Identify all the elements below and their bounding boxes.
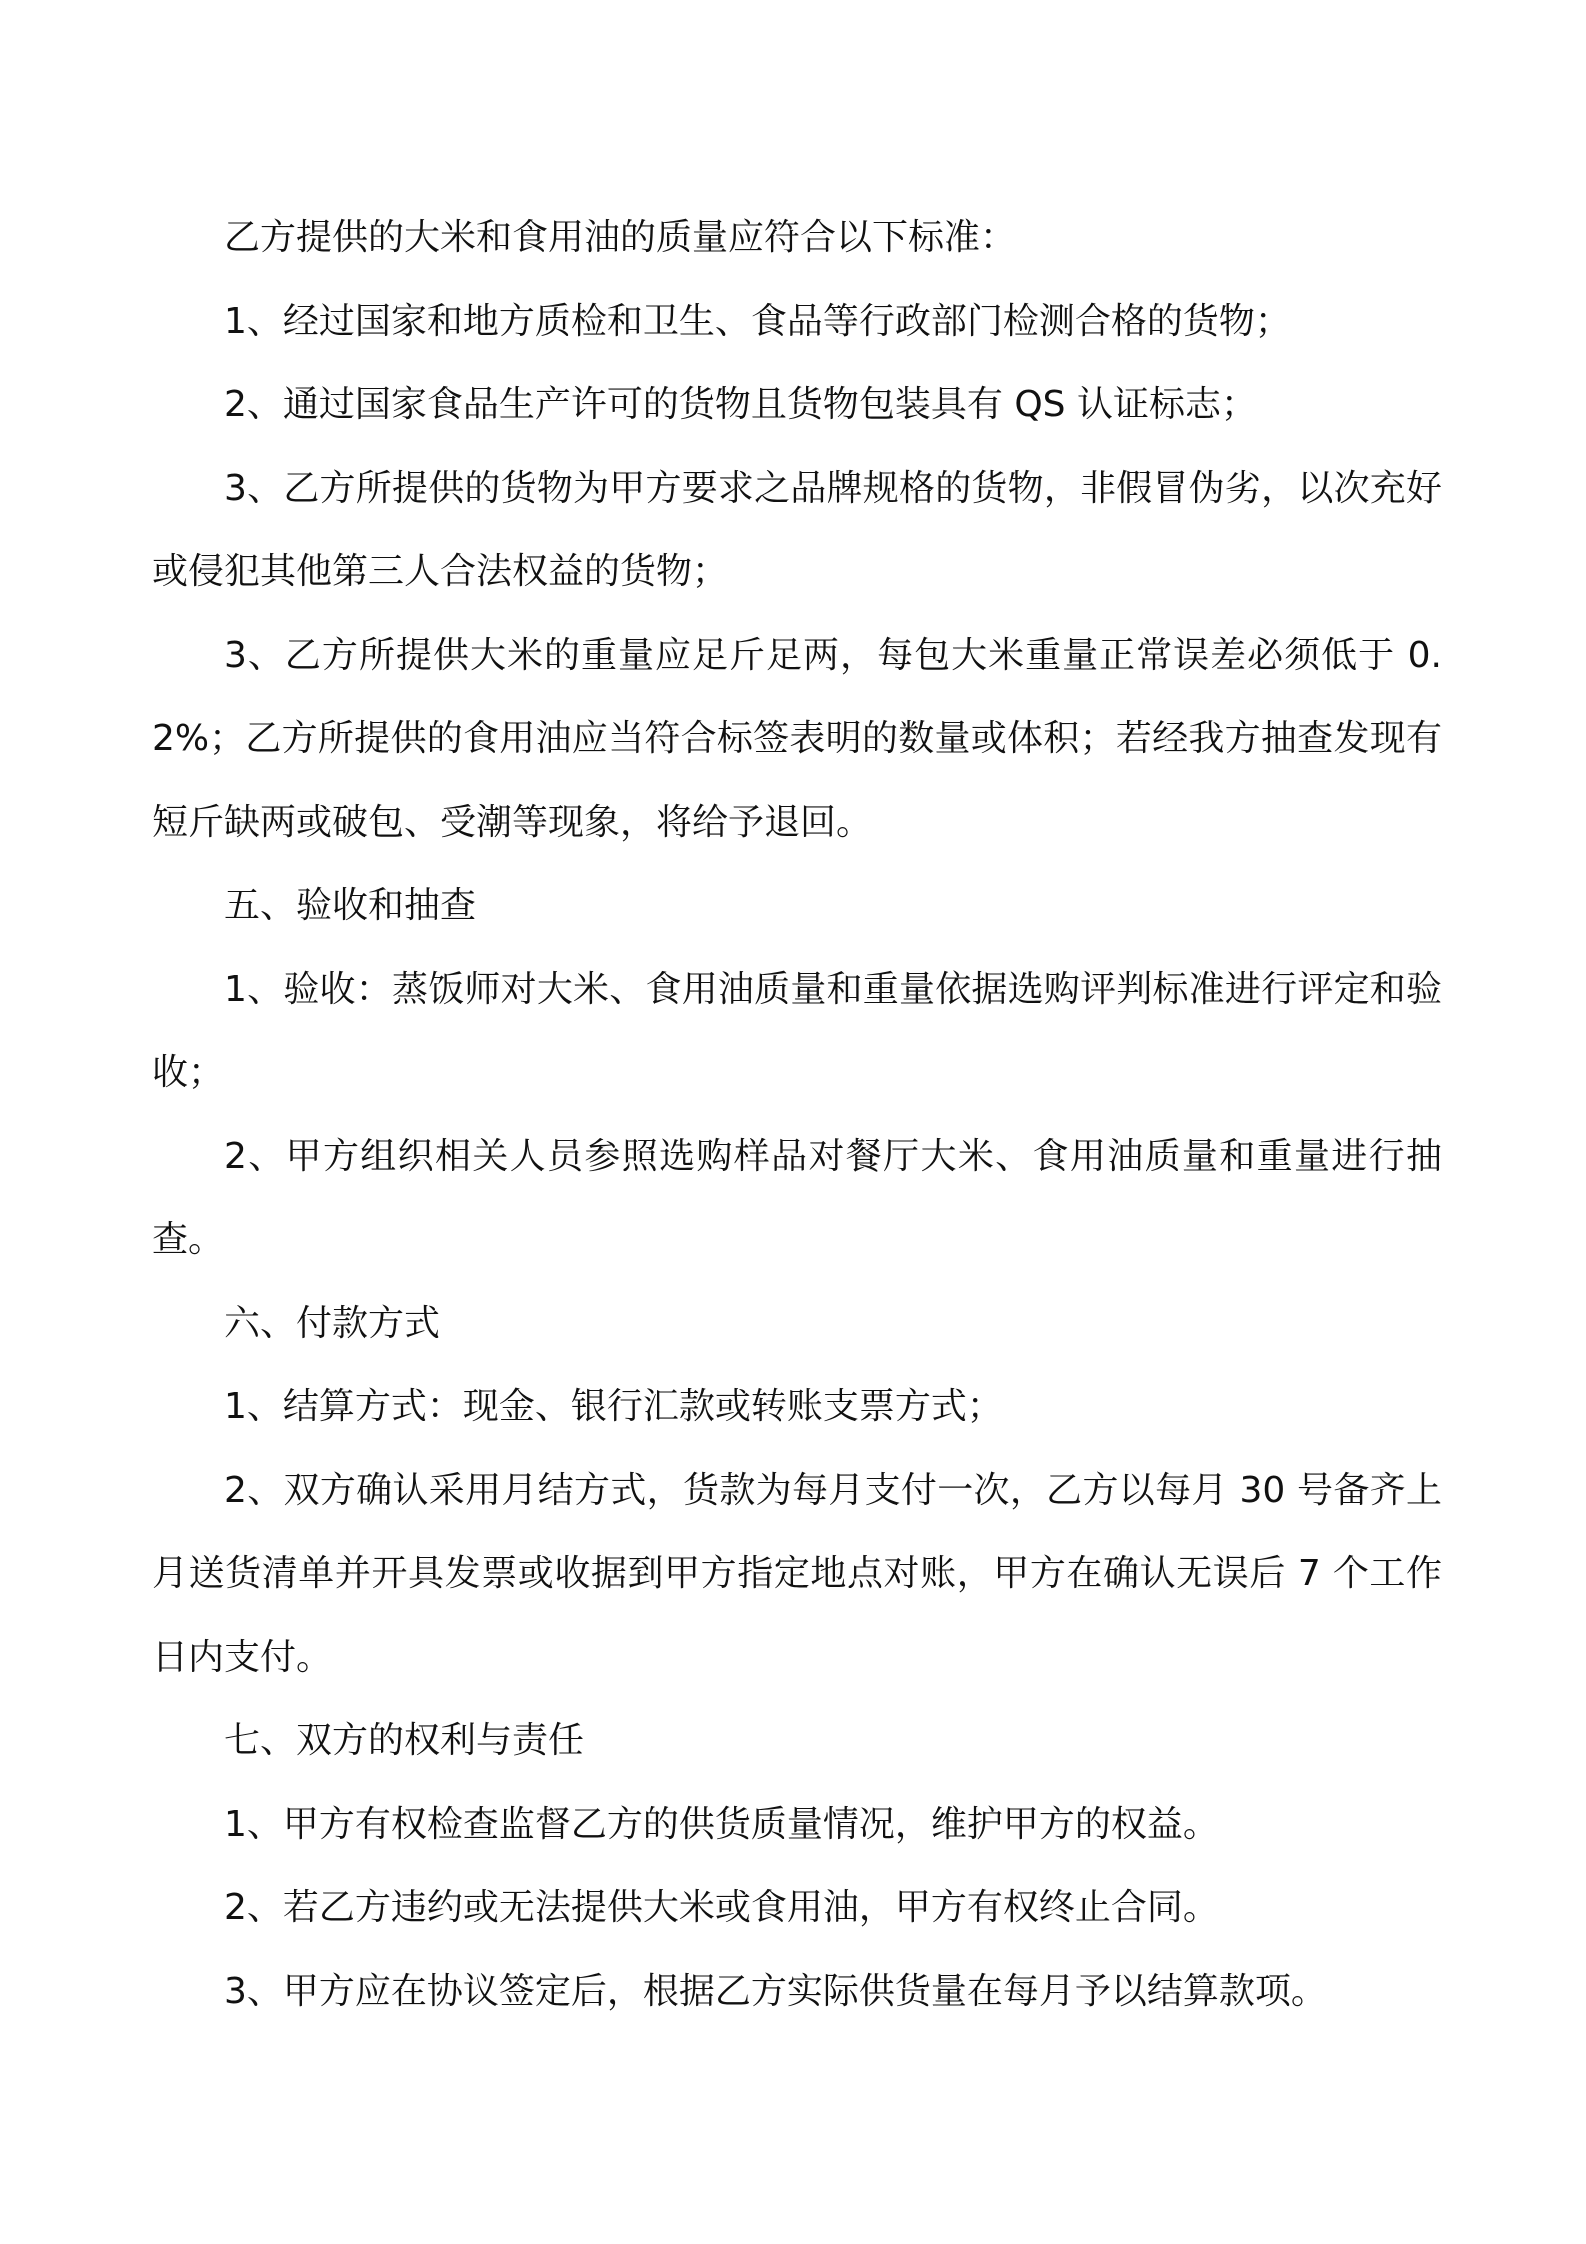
- paragraph-payment-item-1: 1、结算方式：现金、银行汇款或转账支票方式；: [224, 1386, 1003, 1427]
- paragraph-quality-item-2: 2、通过国家食品生产许可的货物且货物包装具有 QS 认证标志；: [224, 384, 1257, 425]
- paragraph-quality-item-3: 3、乙方所提供的货物为甲方要求之品牌规格的货物，非假冒伪劣，以次充好或侵犯其他第三人合法权益的货物；: [152, 467, 1442, 592]
- paragraph-quality-intro: 乙方提供的大米和食用油的质量应符合以下标准：: [224, 217, 1017, 258]
- section-heading-acceptance: 五、验收和抽查: [224, 885, 477, 926]
- section-heading-rights: 七、双方的权利与责任: [224, 1720, 585, 1761]
- paragraph-quality-item-1: 1、经过国家和地方质检和卫生、食品等行政部门检测合格的货物；: [224, 300, 1291, 342]
- document-page: [152, 196, 1442, 2033]
- paragraph-rights-item-2: 2、若乙方违约或无法提供大米或食用油，甲方有权终止合同。: [224, 1887, 1219, 1928]
- paragraph-acceptance-item-2: 2、甲方组织相关人员参照选购样品对餐厅大米、食用油质量和重量进行抽查。: [152, 1135, 1442, 1260]
- paragraph-rights-item-1: 1、甲方有权检查监督乙方的供货质量情况，维护甲方的权益。: [224, 1803, 1219, 1845]
- section-heading-payment: 六、付款方式: [224, 1302, 441, 1344]
- paragraph-quality-item-3b: 3、乙方所提供大米的重量应足斤足两，每包大米重量正常误差必须低于 0.2%；乙方所提供的食用油应当符合标签表明的数量或体积；若经我方抽查发现有短斤缺两或破包、受潮等现象，将给予退回。: [152, 634, 1442, 843]
- paragraph-payment-item-2: 2、双方确认采用月结方式，货款为每月支付一次，乙方以每月 30 号备齐上月送货清单并开具发票或收据到甲方指定地点对账，甲方在确认无误后 7 个工作日内支付。: [152, 1469, 1442, 1678]
- paragraph-acceptance-item-1: 1、验收：蒸饭师对大米、食用油质量和重量依据选购评判标准进行评定和验收；: [152, 968, 1442, 1093]
- paragraph-rights-item-3: 3、甲方应在协议签定后，根据乙方实际供货量在每月予以结算款项。: [224, 1970, 1327, 2012]
